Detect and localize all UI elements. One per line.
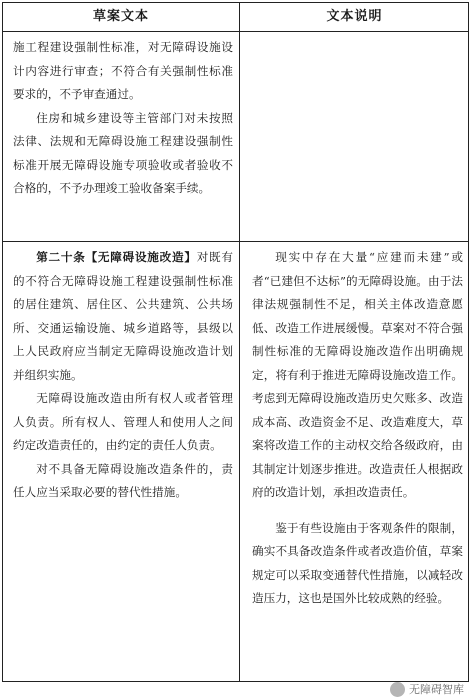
header-text-explanation: 文本说明 xyxy=(326,9,383,24)
row1-draft-cell xyxy=(3,36,239,201)
row2-explanation-cell xyxy=(240,246,469,611)
header-draft-text: 草案文本 xyxy=(92,9,149,24)
row-divider xyxy=(3,241,468,242)
watermark xyxy=(390,680,464,698)
row2-draft-paragraph-2: 无障碍设施改造由所有权人或者管理人负责。所有权人、管理人和使用人之间约定改造责任的，由约定的责任人负责。 xyxy=(13,391,233,452)
comparison-table xyxy=(2,2,469,682)
row1-draft-paragraph-1: 施工程建设强制性标准，对无障碍设施设计内容进行审查；不符合有关强制性标准要求的，不予审查通过。 xyxy=(13,40,233,101)
row1-draft-paragraph-2: 住房和城乡建设等主管部门对未按照法律、法规和无障碍设施工程建设强制性标准开展无障碍设施专项验收或者验收不合格的，不予办理竣工验收备案手续。 xyxy=(13,110,233,195)
watermark-text: 无障碍智库 xyxy=(409,683,464,696)
article-20-paragraph xyxy=(13,246,233,387)
article-body: 对既有的不符合无障碍设施工程建设强制性标准的居住建筑、居住区、公共建筑、公共场所、交通运输设施、城乡道路等，县级以上人民政府应当制定无障碍设施改造计划并组织实施。 xyxy=(13,250,233,382)
article-title: 第二十条【无障碍设施改造】 xyxy=(36,250,197,264)
wechat-bubble-icon xyxy=(390,682,405,697)
row2-draft-cell xyxy=(3,246,239,505)
header-divider xyxy=(3,31,468,32)
row2-explanation-paragraph-1: 现实中存在大量“应建而未建”或者“已建但不达标”的无障碍设施。由于法律法规强制性不足，相关主体改造意愿低、改造工作进展缓慢。草案对不符合强制性标准的无障碍设施改造作出明确规定，将有利于推进无障碍设施改造工作。考虑到无障碍设施改造历史欠账多、改造成本高、改造资金不足、改造难度大，草案将改造工作的主动权交给各级政府，由其制定计划逐步推进。改造责任人根据政府的改造计划，承担改造责任。 xyxy=(252,250,463,499)
row2-explanation-paragraph-2: 鉴于有些设施由于客观条件的限制，确实不具备改造条件或者改造价值，草案规定可以采取变通替代性措施，以减轻改造压力，这也是国外比较成熟的经验。 xyxy=(252,520,463,605)
row2-draft-paragraph-3: 对不具备无障碍设施改造条件的，责任人应当采取必要的替代性措施。 xyxy=(13,461,233,499)
